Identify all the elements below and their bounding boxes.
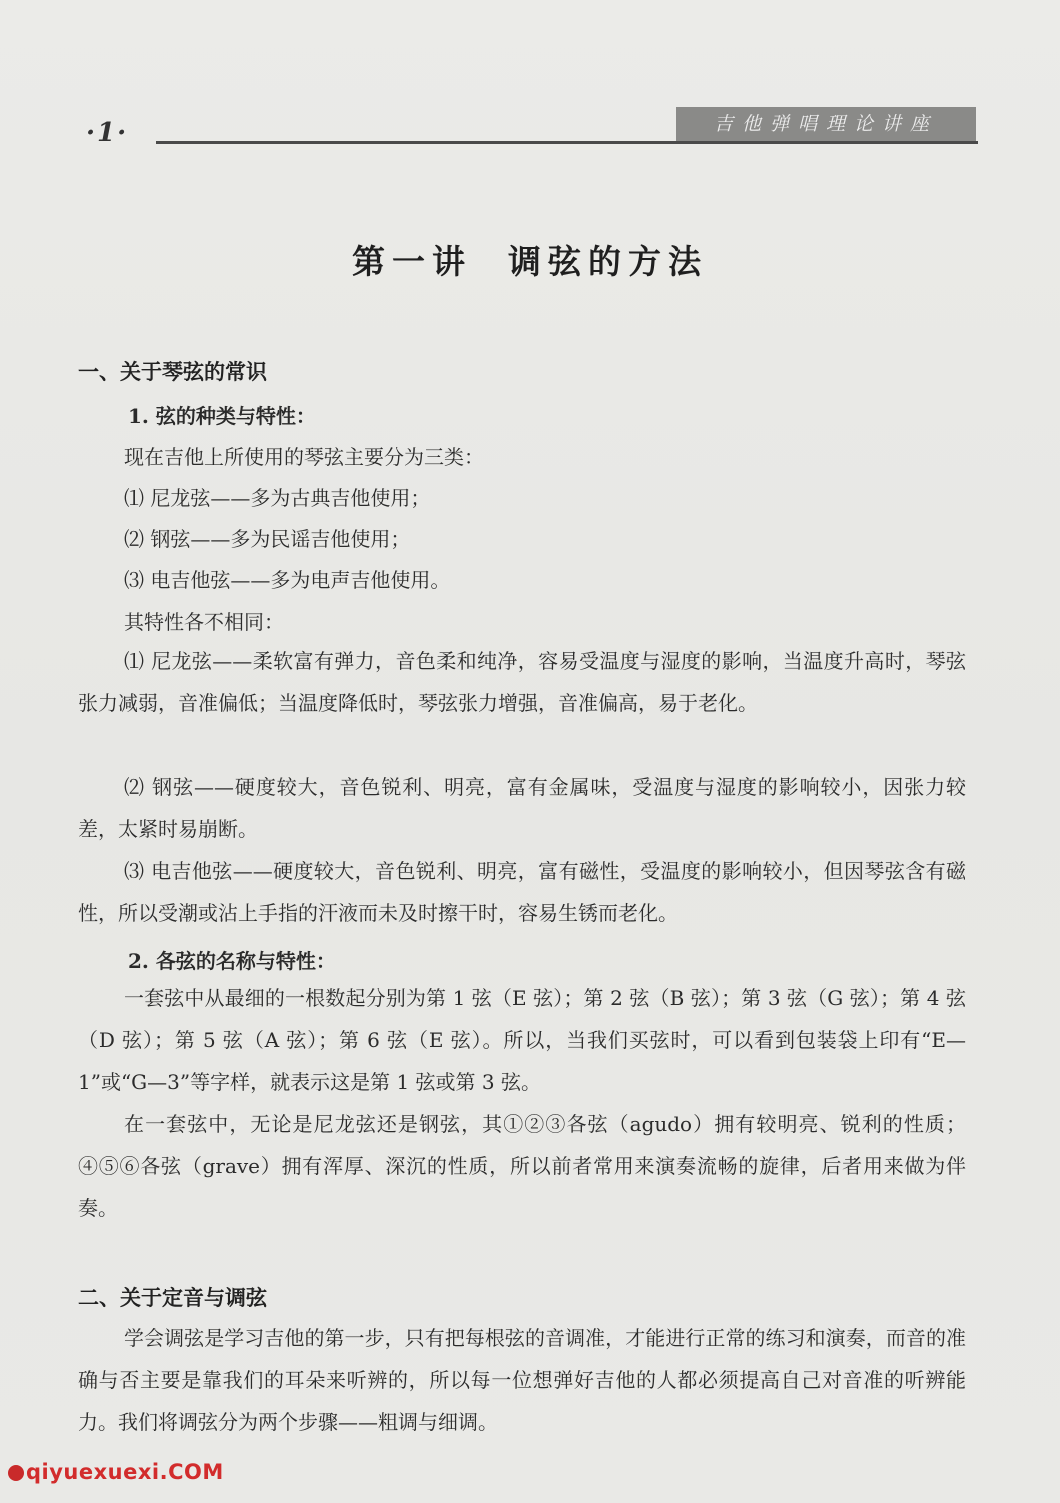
watermark-text: qiyuexuexi.COM [26, 1460, 224, 1484]
section-heading-1: 一、关于琴弦的常识 [78, 359, 267, 384]
page-number: ·1· [86, 118, 129, 148]
sub-heading-string-types: 1. 弦的种类与特性： [128, 404, 316, 428]
paragraph-string-properties: 在一套弦中，无论是尼龙弦还是钢弦，其①②③各弦（agudo）拥有较明亮、锐利的性质；④⑤⑥各弦（grave）拥有浑厚、深沉的性质，所以前者常用来演奏流畅的旋律，后者用来做为伴奏。 [78, 1112, 966, 1220]
list-item: ⑴ 尼龙弦——多为古典吉他使用； [124, 486, 431, 510]
paragraph-tuning: 学会调弦是学习吉他的第一步，只有把每根弦的音调准，才能进行正常的练习和演奏，而音的准确与否主要是靠我们的耳朵来听辨的，所以每一位想弹好吉他的人都必须提高自己对音准的听辨能力。我们将调弦分为两个步骤——粗调与细调。 [78, 1326, 966, 1434]
list-item: ⑶ 电吉他弦——多为电声吉他使用。 [124, 568, 451, 592]
paragraph-nylon: ⑴ 尼龙弦——柔软富有弹力，音色柔和纯净，容易受温度与湿度的影响，当温度升高时，琴弦张力减弱，音准偏低；当温度降低时，琴弦张力增强，音准偏高，易于老化。 [78, 649, 966, 715]
intro-line: 其特性各不相同： [124, 610, 284, 634]
site-watermark [8, 1460, 224, 1484]
chapter-title [0, 236, 1060, 283]
chapter-name: 调弦的方法 [508, 242, 708, 281]
chapter-number: 第一讲 [352, 242, 472, 281]
sub-heading-string-names: 2. 各弦的名称与特性： [128, 949, 336, 973]
intro-line: 现在吉他上所使用的琴弦主要分为三类： [124, 445, 484, 469]
header-rule [156, 141, 978, 144]
paragraph-string-names: 一套弦中从最细的一根数起分别为第 1 弦（E 弦）；第 2 弦（B 弦）；第 3 弦（G 弦）；第 4 弦（D 弦）；第 5 弦（A 弦）；第 6 弦（E 弦）。所以，当我们买弦时，可以看到包装袋上印有“E—1”或“G—3”等字样，就表示这是第 1 弦或第 3 弦。 [78, 986, 966, 1094]
paragraph-steel: ⑵ 钢弦——硬度较大，音色锐利、明亮，富有金属味，受温度与湿度的影响较小，因张力较差，太紧时易崩断。 [78, 775, 966, 841]
list-item: ⑵ 钢弦——多为民谣吉他使用； [124, 527, 411, 551]
watermark-logo-icon [8, 1465, 24, 1481]
paragraph-electric: ⑶ 电吉他弦——硬度较大，音色锐利、明亮，富有磁性，受温度的影响较小，但因琴弦含有磁性，所以受潮或沾上手指的汗液而未及时擦干时，容易生锈而老化。 [78, 859, 966, 925]
section-heading-2: 二、关于定音与调弦 [78, 1285, 267, 1310]
running-header-title: 吉他弹唱理论讲座 [676, 107, 976, 141]
